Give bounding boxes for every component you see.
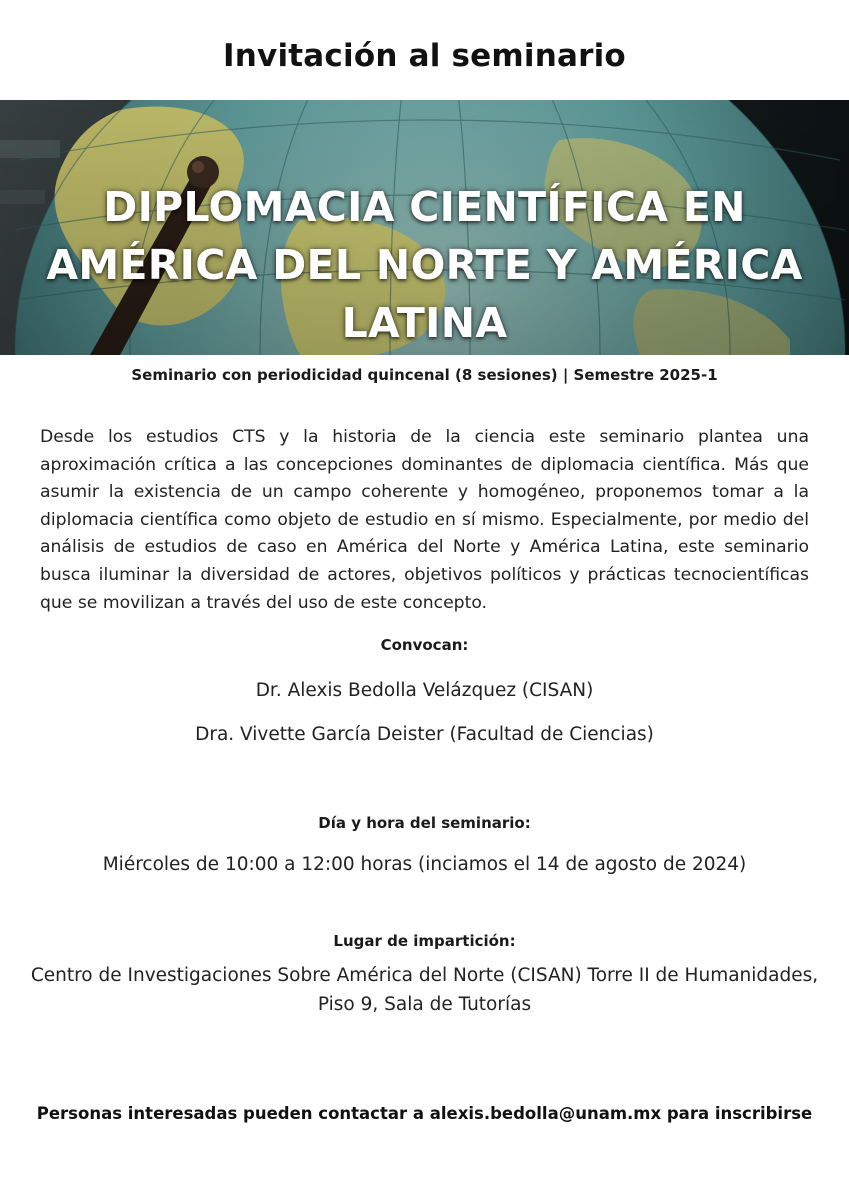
convocan-label: Convocan: (380, 636, 469, 654)
schedule-value: Miércoles de 10:00 a 12:00 horas (inciamos el 14 de agosto de 2024) (102, 854, 747, 875)
schedule-label: Día y hora del seminario: (318, 814, 531, 832)
page-title: Invitación al seminario (223, 38, 626, 74)
banner-title: DIPLOMACIA CIENTÍFICA EN AMÉRICA DEL NORTE Y AMÉRICA LATINA (46, 183, 803, 347)
organizer-2: Dra. Vivette García Deister (Facultad de Ciencias) (195, 724, 654, 745)
seminar-subtitle: Seminario con periodicidad quincenal (8 sesiones) | Semestre 2025-1 (131, 366, 718, 384)
banner (0, 100, 849, 355)
seminar-description: Desde los estudios CTS y la historia de la ciencia este seminario plantea una aproximación crítica a las concepciones dominantes de diplomacia científica. Más que asumir la existencia de un campo coherente y homogéneo, proponemos tomar a la diplomacia científica como objeto de estudio en sí mismo. Especialmente, por medio del análisis de estudios de caso en América del Norte y América Latina, este seminario busca iluminar la diversidad de actores, objetivos políticos y prácticas tecnocientíficas que se movilizan a través del uso de este concepto. (40, 427, 809, 613)
organizer-1: Dr. Alexis Bedolla Velázquez (CISAN) (255, 680, 594, 701)
location-line-2: Piso 9, Sala de Tutorías (317, 994, 532, 1015)
location-label: Lugar de impartición: (333, 932, 516, 950)
contact-note: Personas interesadas pueden contactar a alexis.bedolla@unam.mx para inscribirse (36, 1104, 813, 1123)
location-line-1: Centro de Investigaciones Sobre América del Norte (CISAN) Torre II de Humanidades, (30, 965, 819, 986)
